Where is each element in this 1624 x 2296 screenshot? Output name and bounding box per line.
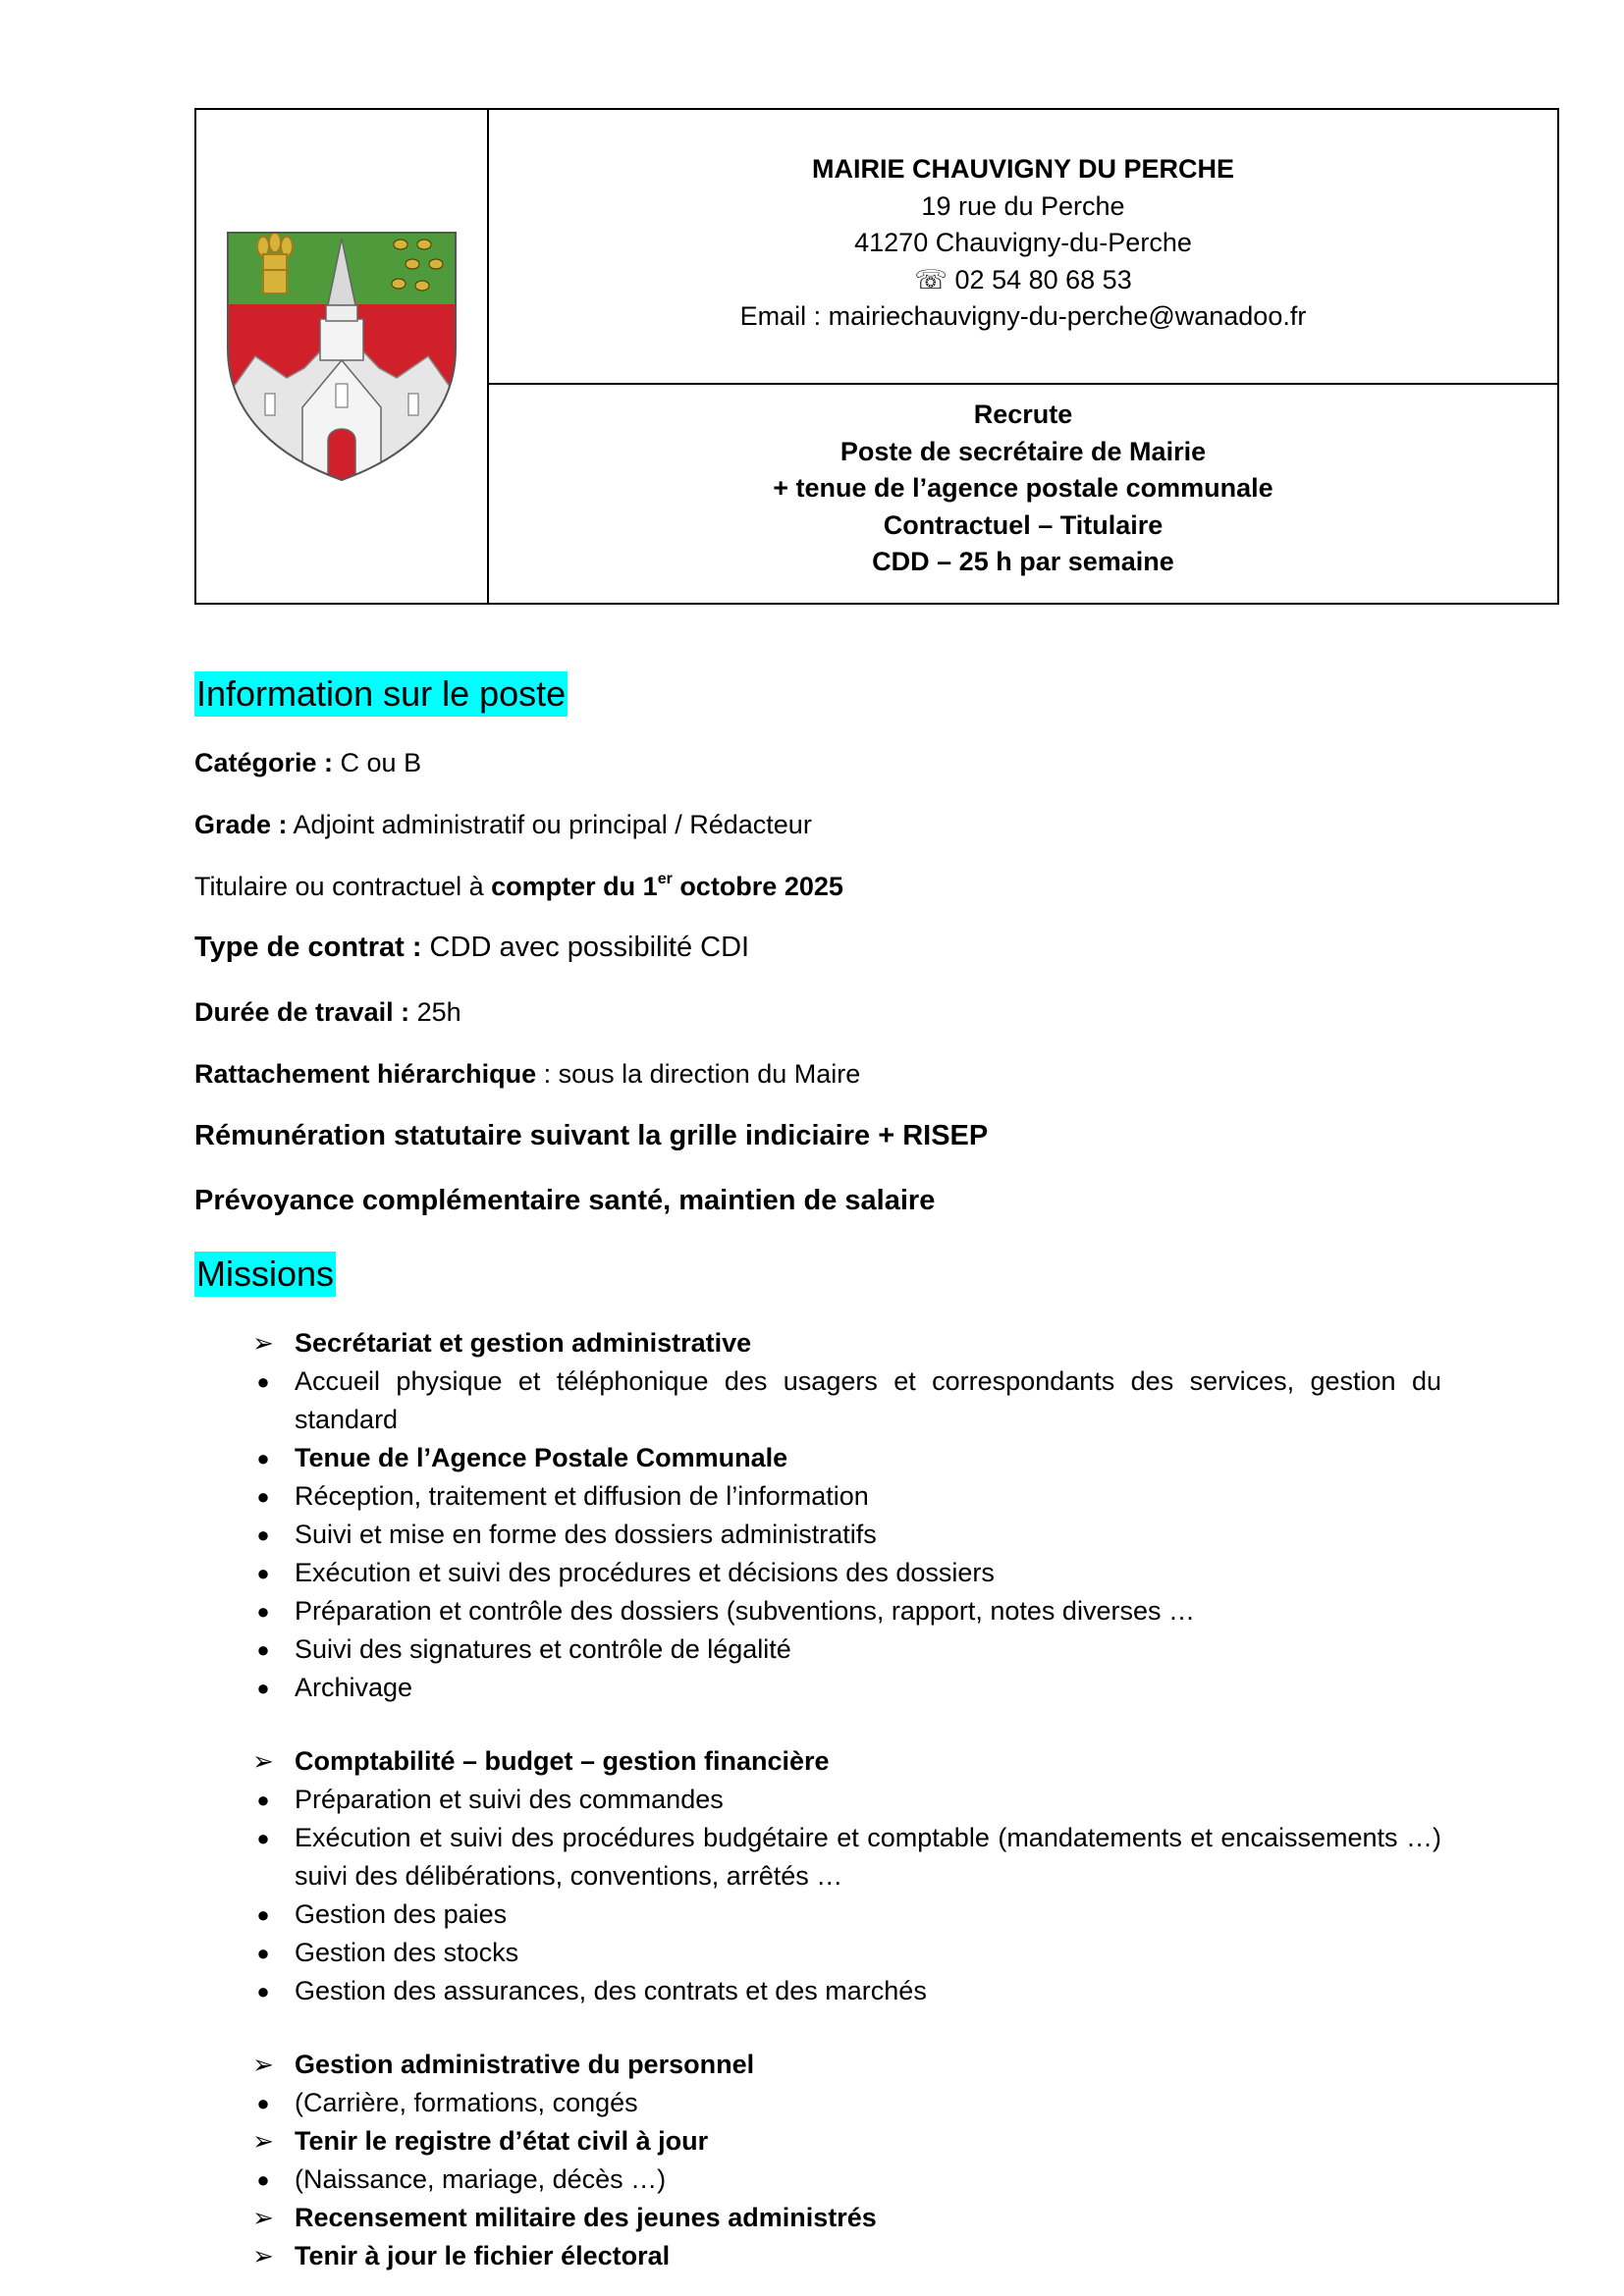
list-item-text: Accueil physique et téléphonique des usagers et correspondants des services, gestion du standard [295, 1366, 1441, 1434]
list-gap [244, 2010, 1441, 2046]
arrow-bullet-icon: ➢ [252, 2050, 274, 2079]
bullet-icon: ● [256, 1788, 270, 1812]
bullet-icon: ● [256, 1561, 270, 1585]
list-item [244, 2237, 1441, 2275]
list-item-text: Secrétariat et gestion administrative [295, 1328, 752, 1358]
list-item-text: (Naissance, mariage, décès …) [295, 2164, 667, 2194]
section-title-missions: Missions [194, 1252, 336, 1297]
missions-list [244, 1324, 1441, 2275]
grade-value: Adjoint administratif ou principal / Rédacteur [287, 810, 812, 839]
list-item [244, 1934, 1441, 1972]
arrow-bullet-icon: ➢ [252, 2203, 274, 2232]
list-item-text: Exécution et suivi des procédures budgétaire et comptable (mandatements et encaissements …) suivi des délibérations, conventions, arrêtés … [295, 1823, 1441, 1891]
rattachement-line [194, 1057, 860, 1091]
mairie-name: MAIRIE CHAUVIGNY DU PERCHE [811, 154, 1235, 184]
recrute-line: Recrute [973, 400, 1073, 429]
list-item [244, 1324, 1441, 1362]
list-item [244, 1669, 1441, 1707]
bullet-icon: ● [256, 1826, 270, 1850]
arrow-bullet-icon: ➢ [252, 1746, 274, 1776]
recrute-line: + tenue de l’agence postale communale [773, 473, 1273, 503]
address-phone: ☏ 02 54 80 68 53 [914, 264, 1132, 294]
remuneration-text: Rémunération statutaire suivant la grille indiciaire + RISEP [194, 1120, 989, 1151]
list-item-text: Tenir le registre d’état civil à jour [295, 2126, 709, 2156]
list-item-text: Gestion des paies [295, 1899, 508, 1929]
rattachement-label: Rattachement hiérarchique [194, 1059, 537, 1089]
coat-of-arms-logo [226, 231, 458, 482]
list-item [244, 1554, 1441, 1592]
list-item-text: Tenir à jour le fichier électoral [295, 2241, 671, 2270]
list-item-text: Réception, traitement et diffusion de l’information [295, 1481, 869, 1511]
list-item-text: Suivi des signatures et contrôle de légalité [295, 1634, 791, 1664]
bullet-icon: ● [256, 1446, 270, 1470]
list-item [244, 1362, 1441, 1439]
header-table [194, 108, 1559, 605]
list-item-text: Gestion des assurances, des contrats et des marchés [295, 1976, 927, 2005]
duree-value: 25h [409, 997, 461, 1027]
list-item [244, 2199, 1441, 2237]
start-sup: er [657, 871, 673, 887]
list-item-text: (Carrière, formations, congés [295, 2088, 638, 2117]
prevoyance-line [194, 1184, 935, 1217]
bullet-icon: ● [256, 1902, 270, 1927]
grade-label: Grade : [194, 810, 288, 839]
start-date-line [194, 870, 843, 903]
start-bold-2: octobre 2025 [672, 872, 843, 901]
recrute-line: Poste de secrétaire de Mairie [839, 436, 1207, 466]
list-item [244, 1477, 1441, 1516]
list-item [244, 1516, 1441, 1554]
duree-label: Durée de travail : [194, 997, 410, 1027]
list-item-text: Suivi et mise en forme des dossiers administratifs [295, 1520, 877, 1549]
list-item [244, 1896, 1441, 1934]
bullet-icon: ● [256, 1484, 270, 1509]
remuneration-line [194, 1119, 988, 1152]
list-item [244, 1592, 1441, 1630]
recrute-line: CDD – 25 h par semaine [872, 547, 1174, 576]
list-item [244, 1972, 1441, 2010]
bullet-icon: ● [256, 1676, 270, 1700]
duree-line [194, 995, 461, 1029]
bullet-icon: ● [256, 1369, 270, 1394]
bullet-icon: ● [256, 1637, 270, 1662]
address-email: Email : mairiechauvigny-du-perche@wanadoo.fr [739, 301, 1307, 331]
address-street: 19 rue du Perche [921, 190, 1125, 221]
list-item-text: Gestion administrative du personnel [295, 2050, 755, 2079]
categorie-value: C ou B [333, 748, 422, 777]
recrute-line: Contractuel – Titulaire [883, 509, 1164, 540]
bullet-icon: ● [256, 1599, 270, 1624]
arrow-bullet-icon: ➢ [252, 1328, 274, 1358]
list-item [244, 1630, 1441, 1669]
bullet-icon: ● [256, 2167, 270, 2192]
categorie-label: Catégorie : [194, 748, 334, 777]
rattachement-value: : sous la direction du Maire [536, 1059, 861, 1089]
list-item [244, 2122, 1441, 2161]
contrat-line [194, 931, 749, 964]
list-item [244, 2046, 1441, 2084]
list-item [244, 1742, 1441, 1781]
bullet-icon: ● [256, 1522, 270, 1547]
prevoyance-text: Prévoyance complémentaire santé, maintien de salaire [194, 1185, 936, 1216]
list-item-text: Archivage [295, 1673, 413, 1702]
categorie-line [194, 746, 421, 779]
contrat-label: Type de contrat : [194, 932, 422, 963]
list-item-text: Exécution et suivi des procédures et décisions des dossiers [295, 1558, 995, 1587]
list-item-text: Comptabilité – budget – gestion financière [295, 1746, 830, 1776]
start-bold: compter du 1 [491, 872, 658, 901]
list-item-text: Recensement militaire des jeunes administrés [295, 2203, 877, 2232]
grade-line [194, 808, 812, 841]
section-title-information: Information sur le poste [194, 671, 568, 717]
start-prefix: Titulaire ou contractuel à [194, 872, 492, 901]
recrute-cell [489, 385, 1557, 603]
arrow-bullet-icon: ➢ [252, 2126, 274, 2156]
list-gap [244, 1707, 1441, 1742]
address-city: 41270 Chauvigny-du-Perche [854, 228, 1192, 257]
list-item [244, 1781, 1441, 1819]
list-item-text: Préparation et suivi des commandes [295, 1785, 724, 1814]
address-cell [489, 110, 1557, 385]
contrat-value: CDD avec possibilité CDI [421, 932, 750, 963]
logo-cell [196, 110, 489, 603]
list-item [244, 1439, 1441, 1477]
bullet-icon: ● [256, 1979, 270, 2003]
list-item [244, 2084, 1441, 2122]
bullet-icon: ● [256, 1941, 270, 1965]
list-item [244, 2161, 1441, 2199]
list-item [244, 1819, 1441, 1896]
list-item-text: Préparation et contrôle des dossiers (subventions, rapport, notes diverses … [295, 1596, 1195, 1626]
bullet-icon: ● [256, 2091, 270, 2115]
list-item-text: Tenue de l’Agence Postale Communale [295, 1443, 788, 1472]
arrow-bullet-icon: ➢ [252, 2241, 274, 2270]
list-item-text: Gestion des stocks [295, 1938, 519, 1967]
